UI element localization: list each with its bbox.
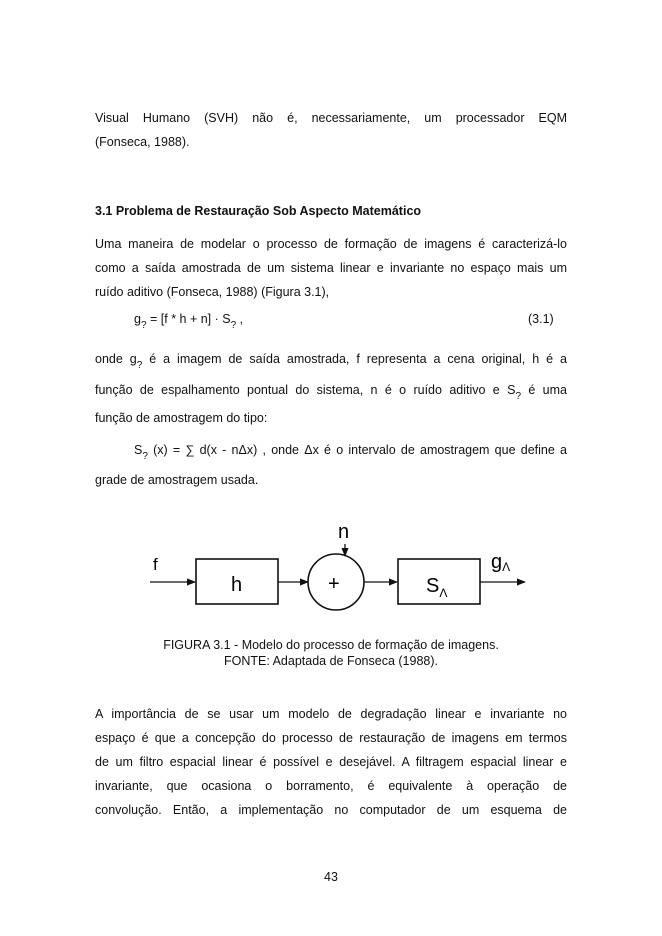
label-g-sub: Λ [502,560,511,574]
text-line: ruído aditivo (Fonseca, 1988) (Figura 3.1), [95,285,330,299]
text-span: é a imagem de saída amostrada, f representa a cena original, h é a [142,352,567,366]
label-n: n [338,521,350,543]
eq-lhs: g [134,312,141,326]
text-line: invariante, que ocasiona o borramento, é equivalente à operação de [95,779,567,793]
label-s-main: S [426,575,440,597]
eq-end: , [239,312,244,326]
text-line: de um filtro espacial linear é possível e desejável. A filtragem espacial linear e [95,755,567,769]
text-line: convolução. Então, a implementação no computador de um esquema de [95,803,567,817]
text-line: grade de amostragem usada. [95,473,259,487]
text-line: (Fonseca, 1988). [95,135,190,149]
text-line: A importância de se usar um modelo de degradação linear e invariante no [95,707,567,721]
equation-body [134,312,244,331]
text-line [95,378,567,404]
text-line: Uma maneira de modelar o processo de formação de imagens é caracterizá-lo [95,237,567,251]
text-span: onde g [95,352,137,366]
text-span: função de espalhamento pontual do sistema, n é o ruído aditivo e S [95,383,516,397]
text-span: (x) = ∑ d(x - nΔx) , onde Δx é o intervalo de amostragem que define a [147,443,567,457]
subscript: ? [515,391,522,402]
text-line: espaço é que a concepção do processo de restauração de imagens em termos [95,731,567,745]
text-line: função de amostragem do tipo: [95,411,268,425]
label-s-sub: Λ [439,586,448,600]
page-number: 43 [324,870,338,884]
eq-rhs-sub: ? [230,320,237,331]
label-s [426,575,447,600]
label-g [491,551,510,574]
sum-symbol: + [328,573,340,595]
label-g-main: g [491,551,503,573]
text-span: S [134,443,143,457]
text-line [134,438,567,464]
figure-block-diagram [140,512,540,612]
subscript: ? [136,360,143,371]
section-heading: 3.1 Problema de Restauração Sob Aspecto Matemático [95,204,422,218]
text-line [95,347,567,373]
label-h: h [231,574,243,596]
eq-rhs: = [f * h + n] · S [150,312,231,326]
subscript: ? [142,451,148,462]
label-f: f [153,555,158,574]
figure-caption: FIGURA 3.1 - Modelo do processo de formação de imagens. [163,638,499,652]
figure-source: FONTE: Adaptada de Fonseca (1988). [223,654,438,668]
eq-lhs-sub: ? [140,320,147,331]
text-span: é uma [521,383,567,397]
text-line: Visual Humano (SVH) não é, necessariamente, um processador EQM [95,111,567,125]
text-line: como a saída amostrada de um sistema linear e invariante no espaço mais um [95,261,567,275]
equation-number: (3.1) [528,312,554,326]
